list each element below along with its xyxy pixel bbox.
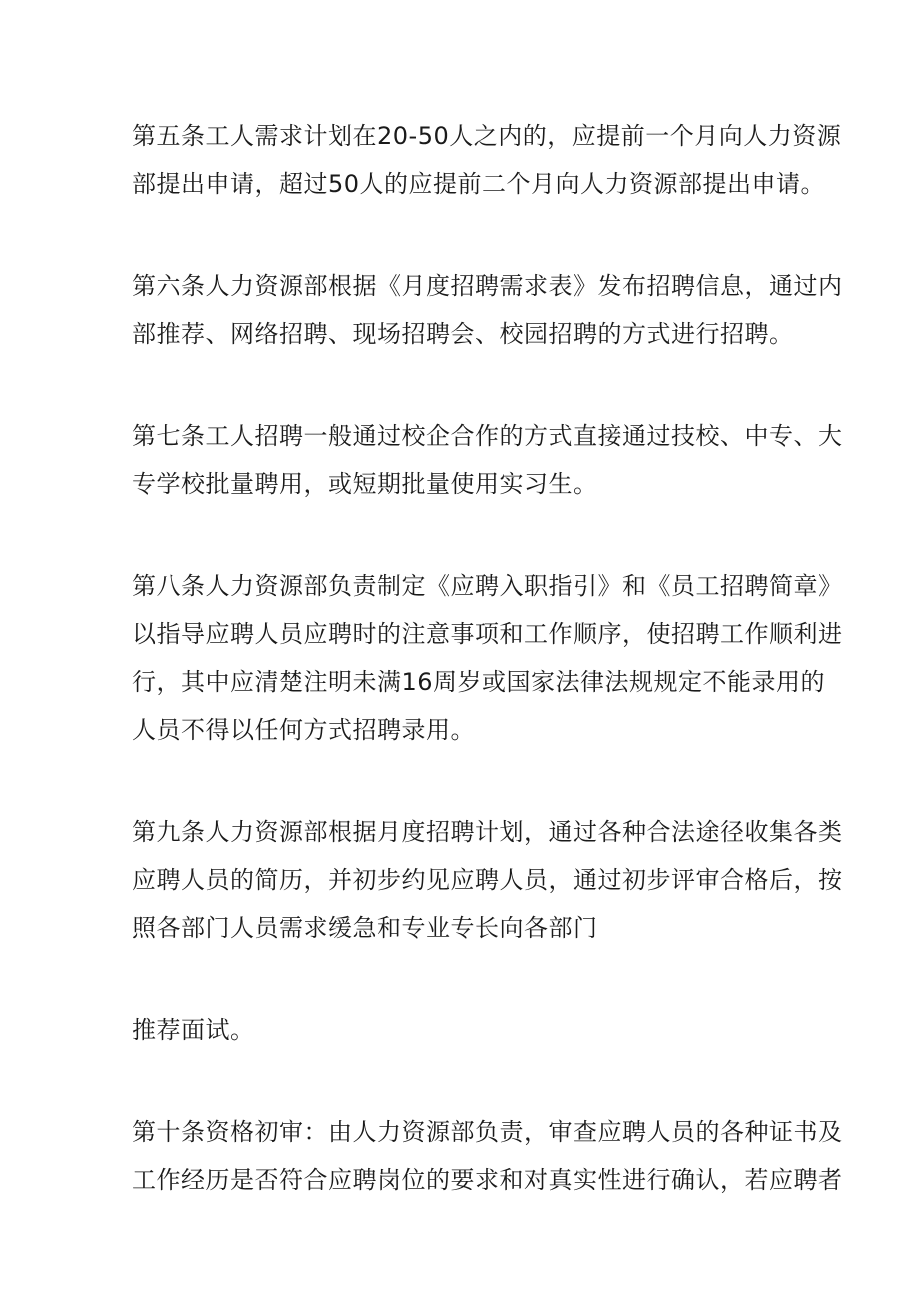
article-10-paragraph [132, 1108, 843, 1204]
text-line: 第七条工人招聘一般通过校企合作的方式直接通过技校、中专、大 [132, 422, 843, 450]
text-line: 部推荐、网络招聘、现场招聘会、校园招聘的方式进行招聘。 [132, 320, 794, 348]
text-line: 第六条人力资源部根据《月度招聘需求表》发布招聘信息，通过内 [132, 272, 843, 300]
article-5-paragraph [132, 112, 842, 208]
text-line: 照各部门人员需求缓急和专业专长向各部门 [132, 914, 598, 942]
text-line: 第五条工人需求计划在20-50人之内的，应提前一个月向人力资源 [132, 122, 842, 150]
text-line: 以指导应聘人员应聘时的注意事项和工作顺序，使招聘工作顺利进 [132, 620, 843, 648]
text-line: 行，其中应清楚注明未满16周岁或国家法律法规规定不能录用的 [132, 668, 826, 696]
text-line: 人员不得以任何方式招聘录用。 [132, 716, 475, 744]
text-line: 推荐面试。 [132, 1016, 255, 1044]
text-line: 部提出申请，超过50人的应提前二个月向人力资源部提出申请。 [132, 170, 826, 198]
text-line: 应聘人员的简历，并初步约见应聘人员，通过初步评审合格后，按 [132, 866, 843, 894]
text-line: 专学校批量聘用，或短期批量使用实习生。 [132, 470, 598, 498]
article-9-continuation [132, 1006, 800, 1054]
text-line: 第八条人力资源部负责制定《应聘入职指引》和《员工招聘简章》 [132, 572, 843, 600]
article-7-paragraph [132, 412, 843, 508]
article-8-paragraph [132, 562, 843, 754]
article-9-paragraph [132, 808, 843, 952]
text-line: 第九条人力资源部根据月度招聘计划，通过各种合法途径收集各类 [132, 818, 843, 846]
document-body [132, 112, 843, 1258]
text-line: 第十条资格初审：由人力资源部负责，审查应聘人员的各种证书及 [132, 1118, 843, 1146]
text-line: 工作经历是否符合应聘岗位的要求和对真实性进行确认，若应聘者 [132, 1166, 843, 1194]
article-6-paragraph [132, 262, 843, 358]
